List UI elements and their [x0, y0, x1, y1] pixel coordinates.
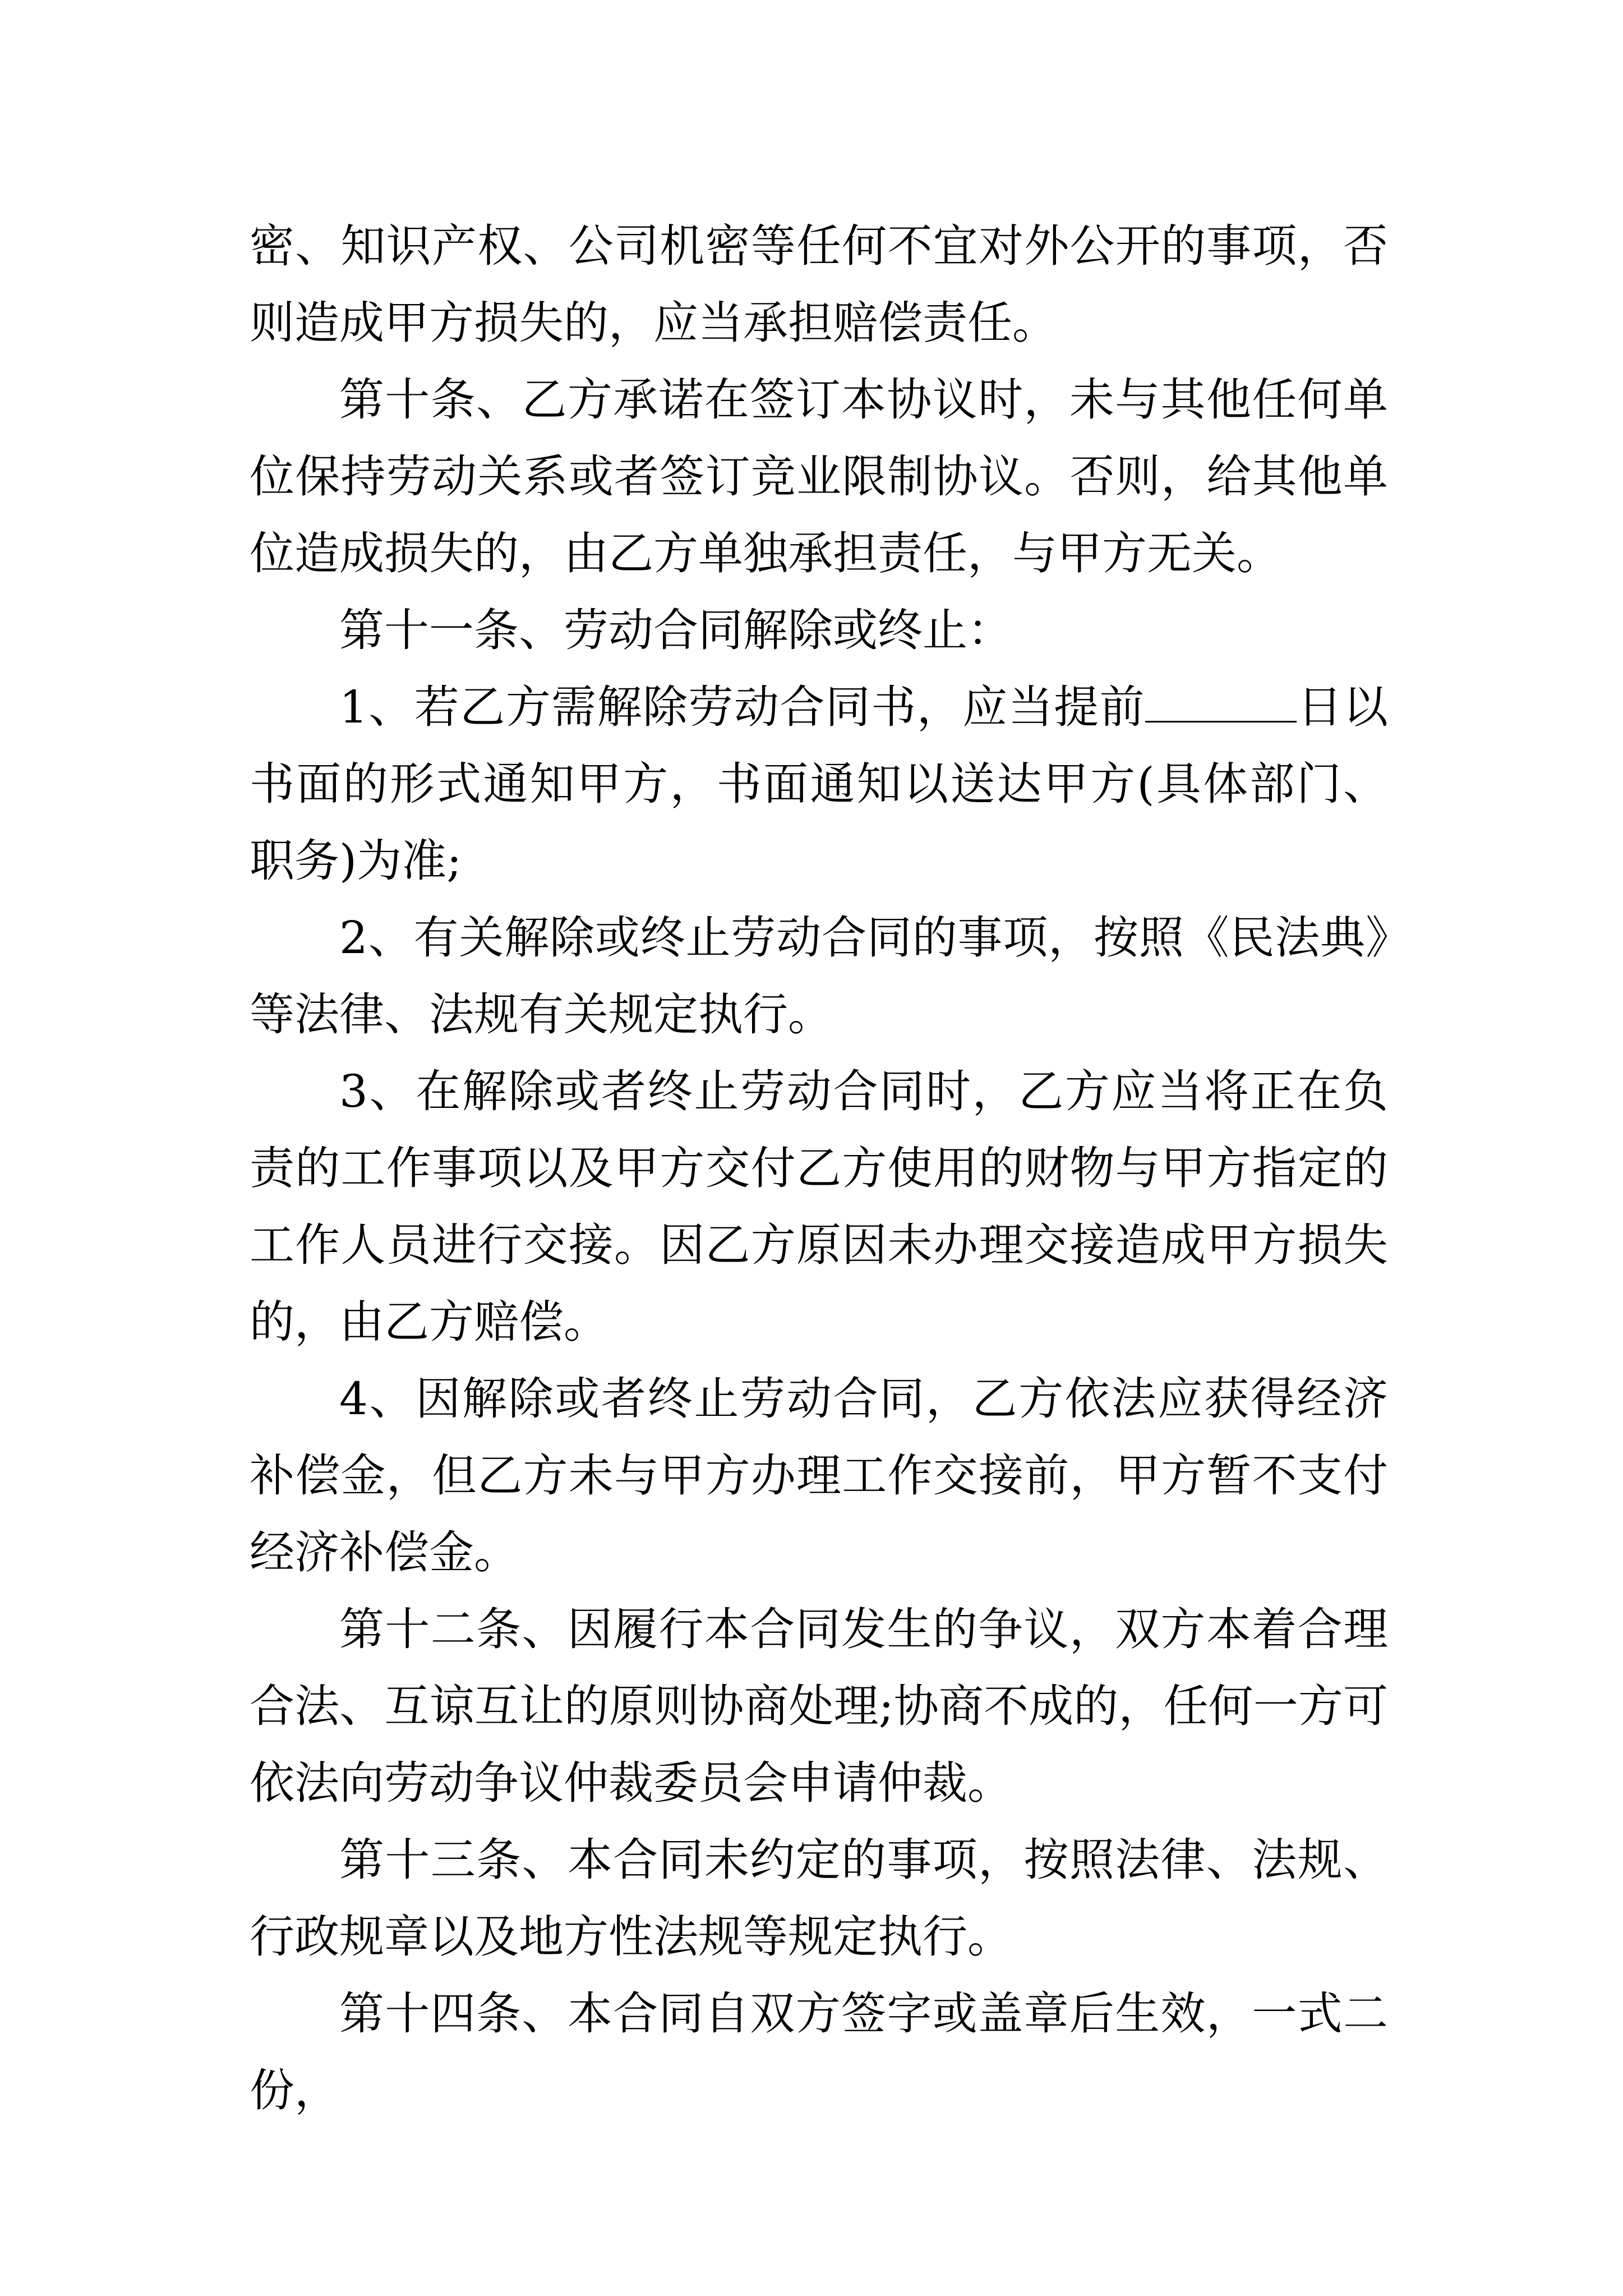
document-body: [250, 208, 1388, 2129]
paragraph-article-14: 第十四条、本合同自双方签字或盖章后生效，一式二份，: [250, 1987, 1388, 2116]
paragraph-article-11-item-1: [250, 669, 1388, 899]
paragraph-article-12: 第十二条、因履行本合同发生的争议，双方本着合理合法、互谅互让的原则协商处理;协商不成的，任何一方可依法向劳动争议仲裁委员会申请仲裁。: [250, 1603, 1388, 1809]
item-1-text-before: 1、若乙方需解除劳动合同书，应当提前: [339, 681, 1146, 733]
item-1-text-after: 日以书面的形式通知甲方，书面通知以送达甲方(具体部门、职务)为准;: [250, 681, 1389, 887]
paragraph-article-11-item-4: 4、因解除或者终止劳动合同，乙方依法应获得经济补偿金，但乙方未与甲方办理工作交接前，甲方暂不支付经济补偿金。: [250, 1373, 1388, 1579]
paragraph-article-11-item-2: 2、有关解除或终止劳动合同的事项，按照《民法典》等法律、法规有关规定执行。: [250, 912, 1388, 1041]
notice-days-blank: [1145, 685, 1297, 723]
paragraph-article-10: 第十条、乙方承诺在签订本协议时，未与其他任何单位保持劳动关系或者签订竞业限制协议。否则，给其他单位造成损失的，由乙方单独承担责任，与甲方无关。: [250, 374, 1388, 579]
paragraph-article-11-heading: 第十一条、劳动合同解除或终止：: [339, 604, 1012, 656]
paragraph-article-13: 第十三条、本合同未约定的事项，按照法律、法规、行政规章以及地方性法规等规定执行。: [250, 1834, 1388, 1963]
paragraph-article-11-item-3: 3、在解除或者终止劳动合同时，乙方应当将正在负责的工作事项以及甲方交付乙方使用的财物与甲方指定的工作人员进行交接。因乙方原因未办理交接造成甲方损失的，由乙方赔偿。: [250, 1065, 1388, 1348]
paragraph-continuation: 密、知识产权、公司机密等任何不宜对外公开的事项，否则造成甲方损失的，应当承担赔偿责任。: [250, 220, 1388, 349]
